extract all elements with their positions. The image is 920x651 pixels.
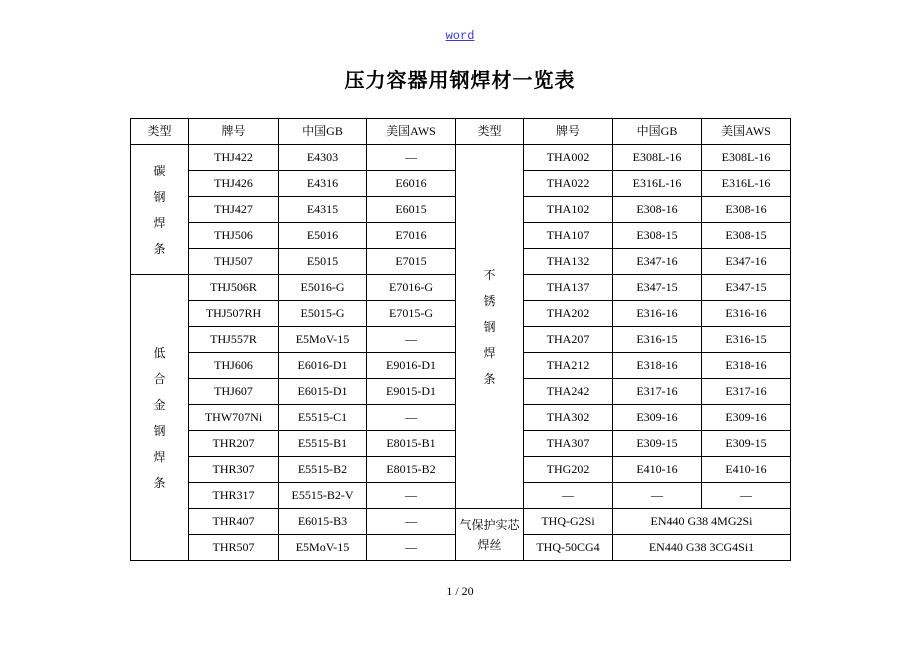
table-cell: E7016 <box>367 223 456 249</box>
vertical-char: 条 <box>153 475 166 490</box>
table-cell: E309-15 <box>702 431 791 457</box>
table-cell: E5016 <box>279 223 367 249</box>
table-cell: E6016 <box>367 171 456 197</box>
table-cell: E309-15 <box>613 431 702 457</box>
column-header: 美国AWS <box>367 119 456 145</box>
vertical-char: 金 <box>153 397 166 412</box>
table-cell: THR507 <box>189 535 279 561</box>
column-header: 类型 <box>131 119 189 145</box>
table-cell: EN440 G38 4MG2Si <box>613 509 791 535</box>
table-cell: E347-15 <box>613 275 702 301</box>
vertical-char: 焊 <box>483 345 496 360</box>
page-number: 1 / 20 <box>446 584 474 598</box>
table-cell: THG202 <box>524 457 613 483</box>
table-cell: — <box>367 535 456 561</box>
table-cell: — <box>702 483 791 509</box>
group-stainless-steel <box>456 145 524 509</box>
table-cell: E309-16 <box>702 405 791 431</box>
table-cell: E6015 <box>367 197 456 223</box>
table-cell: E347-15 <box>702 275 791 301</box>
table-cell: THA307 <box>524 431 613 457</box>
table-cell: THA242 <box>524 379 613 405</box>
table-cell: E7015-G <box>367 301 456 327</box>
table-cell: — <box>367 145 456 171</box>
vertical-char: 碳 <box>153 163 166 178</box>
table-cell: E316-16 <box>702 301 791 327</box>
table-cell: THA102 <box>524 197 613 223</box>
table-cell: — <box>367 509 456 535</box>
table-cell: THA137 <box>524 275 613 301</box>
table-cell: THR317 <box>189 483 279 509</box>
table-cell: E316-15 <box>702 327 791 353</box>
table-cell: THR307 <box>189 457 279 483</box>
table-cell: — <box>367 405 456 431</box>
table-cell: E8015-B1 <box>367 431 456 457</box>
table-cell: E316-16 <box>613 301 702 327</box>
table-cell: E4316 <box>279 171 367 197</box>
table-cell: THJ427 <box>189 197 279 223</box>
vertical-char: 合 <box>153 371 166 386</box>
table-cell: E318-16 <box>613 353 702 379</box>
table-cell: E410-16 <box>613 457 702 483</box>
table-cell: — <box>524 483 613 509</box>
table-cell: E318-16 <box>702 353 791 379</box>
table-cell: E316L-16 <box>613 171 702 197</box>
table-cell: E316-15 <box>613 327 702 353</box>
table-cell: E317-16 <box>613 379 702 405</box>
column-header: 中国GB <box>279 119 367 145</box>
table-cell: E308L-16 <box>613 145 702 171</box>
table-cell: EN440 G38 3CG4Si1 <box>613 535 791 561</box>
table-cell: THA207 <box>524 327 613 353</box>
vertical-char: 不 <box>483 267 496 282</box>
table-cell: THW707Ni <box>189 405 279 431</box>
group-gas-shielded-wire: 气保护实芯焊丝 <box>456 509 524 561</box>
vertical-char: 条 <box>483 371 496 386</box>
table-cell: E5515-C1 <box>279 405 367 431</box>
table-cell: E309-16 <box>613 405 702 431</box>
table-cell: THJ507RH <box>189 301 279 327</box>
table-cell: THQ-G2Si <box>524 509 613 535</box>
vertical-char: 条 <box>153 241 166 256</box>
table-cell: E9015-D1 <box>367 379 456 405</box>
table-cell: E6015-D1 <box>279 379 367 405</box>
header-row <box>131 119 791 145</box>
table-cell: THA002 <box>524 145 613 171</box>
table-cell: THJ606 <box>189 353 279 379</box>
column-header: 中国GB <box>613 119 702 145</box>
header-word-link[interactable]: word <box>445 29 475 43</box>
table-cell: THR207 <box>189 431 279 457</box>
table-cell: E5015 <box>279 249 367 275</box>
table-cell: THA022 <box>524 171 613 197</box>
table-cell: E316L-16 <box>702 171 791 197</box>
table-cell: THJ607 <box>189 379 279 405</box>
table-cell: E308-16 <box>613 197 702 223</box>
table-cell: E8015-B2 <box>367 457 456 483</box>
table-cell: E5MoV-15 <box>279 327 367 353</box>
table-row <box>131 145 791 171</box>
table-cell: E7015 <box>367 249 456 275</box>
table-cell: E6016-D1 <box>279 353 367 379</box>
table-cell: E6015-B3 <box>279 509 367 535</box>
table-cell: E4315 <box>279 197 367 223</box>
table-cell: — <box>367 327 456 353</box>
table-cell: E7016-G <box>367 275 456 301</box>
table-cell: E5515-B2 <box>279 457 367 483</box>
table-cell: E308-15 <box>613 223 702 249</box>
table-row <box>131 509 791 535</box>
table-cell: E308-16 <box>702 197 791 223</box>
table-cell: THJ557R <box>189 327 279 353</box>
table-cell: E317-16 <box>702 379 791 405</box>
table-cell: THQ-50CG4 <box>524 535 613 561</box>
group-low-alloy-steel <box>131 275 189 561</box>
column-header: 类型 <box>456 119 524 145</box>
vertical-char: 钢 <box>153 189 166 204</box>
table-cell: E5015-G <box>279 301 367 327</box>
table-cell: E9016-D1 <box>367 353 456 379</box>
document-title: 压力容器用钢焊材一览表 <box>344 68 576 92</box>
vertical-char: 锈 <box>483 293 496 308</box>
column-header: 美国AWS <box>702 119 791 145</box>
table-cell: E308L-16 <box>702 145 791 171</box>
table-cell: E4303 <box>279 145 367 171</box>
table-cell: E410-16 <box>702 457 791 483</box>
table-cell: THA302 <box>524 405 613 431</box>
vertical-char: 低 <box>153 345 166 360</box>
table-cell: THJ506R <box>189 275 279 301</box>
table-cell: THA212 <box>524 353 613 379</box>
table-cell: THJ507 <box>189 249 279 275</box>
table-cell: E5016-G <box>279 275 367 301</box>
table-cell: — <box>613 483 702 509</box>
table-cell: THJ422 <box>189 145 279 171</box>
vertical-char: 焊 <box>153 449 166 464</box>
vertical-char: 钢 <box>483 319 496 334</box>
column-header: 牌号 <box>524 119 613 145</box>
table-cell: THJ426 <box>189 171 279 197</box>
column-header: 牌号 <box>189 119 279 145</box>
table-cell: E5MoV-15 <box>279 535 367 561</box>
table-cell: THA132 <box>524 249 613 275</box>
table-cell: E308-15 <box>702 223 791 249</box>
vertical-char: 焊 <box>153 215 166 230</box>
table-cell: THA107 <box>524 223 613 249</box>
table-cell: E5515-B1 <box>279 431 367 457</box>
table-cell: E347-16 <box>702 249 791 275</box>
table-cell: THA202 <box>524 301 613 327</box>
table-cell: E5515-B2-V <box>279 483 367 509</box>
table-cell: THR407 <box>189 509 279 535</box>
group-carbon-steel <box>131 145 189 275</box>
welding-materials-table <box>130 118 791 561</box>
table-cell: THJ506 <box>189 223 279 249</box>
table-cell: — <box>367 483 456 509</box>
table-cell: E347-16 <box>613 249 702 275</box>
vertical-char: 钢 <box>153 423 166 438</box>
